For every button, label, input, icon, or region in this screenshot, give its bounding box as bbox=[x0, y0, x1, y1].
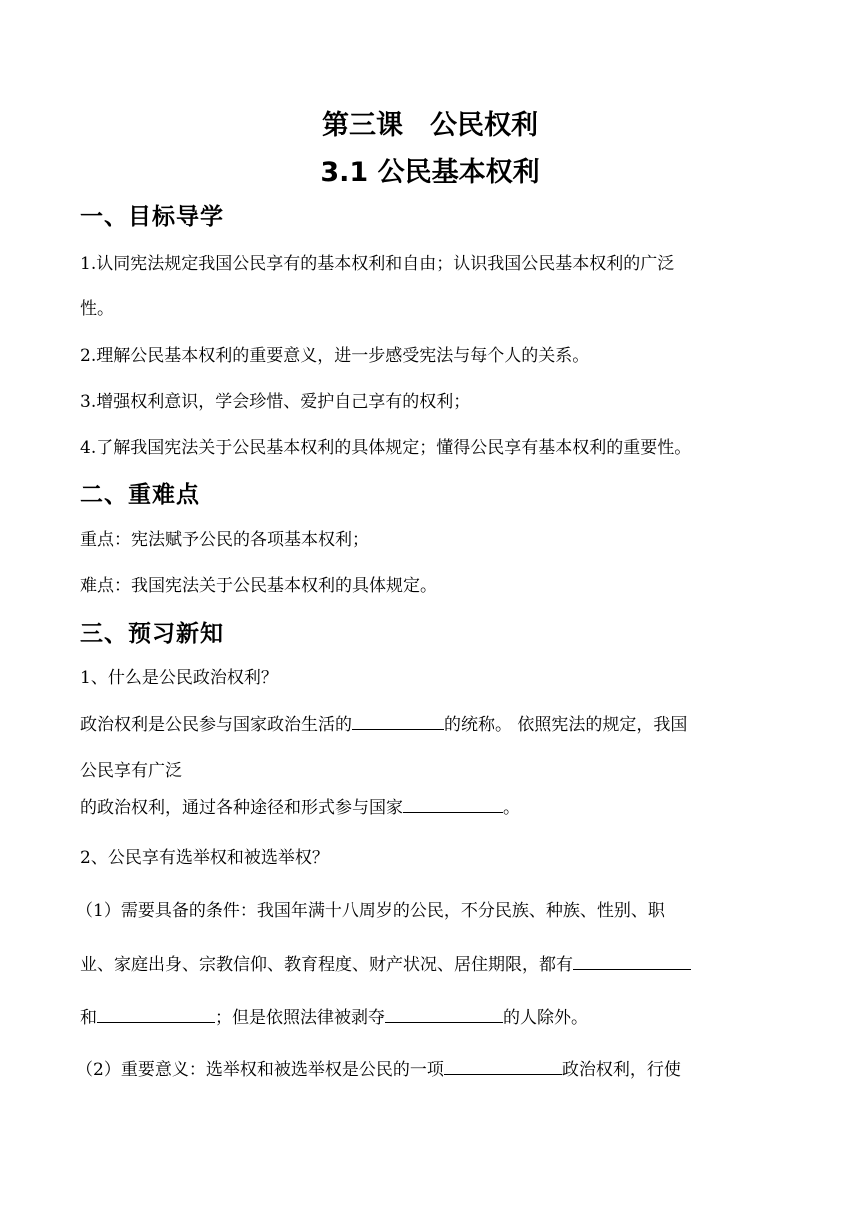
question-2-part-2 bbox=[76, 1057, 681, 1082]
goal-1-line-2: 性。 bbox=[80, 299, 114, 319]
fill-blank[interactable] bbox=[444, 1057, 562, 1075]
section-title: 3.1 公民基本权利 bbox=[320, 157, 540, 188]
fill-blank[interactable] bbox=[352, 712, 444, 730]
answer-text: 的人除外。 bbox=[503, 1008, 588, 1028]
question-1: 1、什么是公民政治权利？ bbox=[80, 668, 278, 688]
answer-text: （2）重要意义：选举权和被选举权是公民的一项 bbox=[76, 1060, 444, 1080]
question-2-part-1-line-3 bbox=[80, 1005, 588, 1030]
fill-blank[interactable] bbox=[403, 795, 503, 813]
preview-heading: 三、预习新知 bbox=[80, 621, 224, 647]
answer-text: 的政治权利，通过各种途径和形式参与国家 bbox=[80, 798, 403, 818]
answer-text: 业、家庭出身、宗教信仰、教育程度、财产状况、居住期限，都有 bbox=[80, 955, 573, 975]
question-2-part-1-line-2 bbox=[80, 952, 691, 977]
answer-text: 政治权利，行使 bbox=[561, 1060, 681, 1080]
goal-3: 3.增强权利意识，学会珍惜、爱护自己享有的权利； bbox=[80, 392, 471, 412]
answer-text: 和 bbox=[80, 1008, 97, 1028]
answer-text: 政治权利是公民参与国家政治生活的 bbox=[80, 715, 352, 735]
goals-heading: 一、目标导学 bbox=[80, 204, 224, 230]
question-1-answer-line-2: 公民享有广泛 bbox=[80, 761, 182, 781]
goal-1-line-1: 1.认同宪法规定我国公民享有的基本权利和自由；认识我国公民基本权利的广泛 bbox=[80, 254, 675, 274]
difficult-point: 难点：我国宪法关于公民基本权利的具体规定。 bbox=[80, 576, 437, 596]
lesson-title: 第三课 公民权利 bbox=[322, 110, 538, 141]
fill-blank[interactable] bbox=[385, 1005, 503, 1023]
fill-blank[interactable] bbox=[97, 1005, 215, 1023]
answer-text: 。 bbox=[503, 798, 520, 818]
question-2-part-1-line-1: （1）需要具备的条件：我国年满十八周岁的公民，不分民族、种族、性别、职 bbox=[76, 901, 665, 921]
key-points-heading: 二、重难点 bbox=[80, 482, 200, 508]
question-1-answer-line-3 bbox=[80, 795, 520, 820]
goal-2: 2.理解公民基本权利的重要意义，进一步感受宪法与每个人的关系。 bbox=[80, 346, 590, 366]
question-1-answer-line-1 bbox=[80, 712, 687, 737]
fill-blank[interactable] bbox=[573, 952, 691, 970]
answer-text: ；但是依照法律被剥夺 bbox=[215, 1008, 385, 1028]
key-point: 重点：宪法赋予公民的各项基本权利； bbox=[80, 530, 369, 550]
goal-4: 4.了解我国宪法关于公民基本权利的具体规定；懂得公民享有基本权利的重要性。 bbox=[80, 438, 692, 458]
question-2: 2、公民享有选举权和被选举权？ bbox=[80, 848, 329, 868]
answer-text: 的统称。 依照宪法的规定，我国 bbox=[444, 715, 688, 735]
